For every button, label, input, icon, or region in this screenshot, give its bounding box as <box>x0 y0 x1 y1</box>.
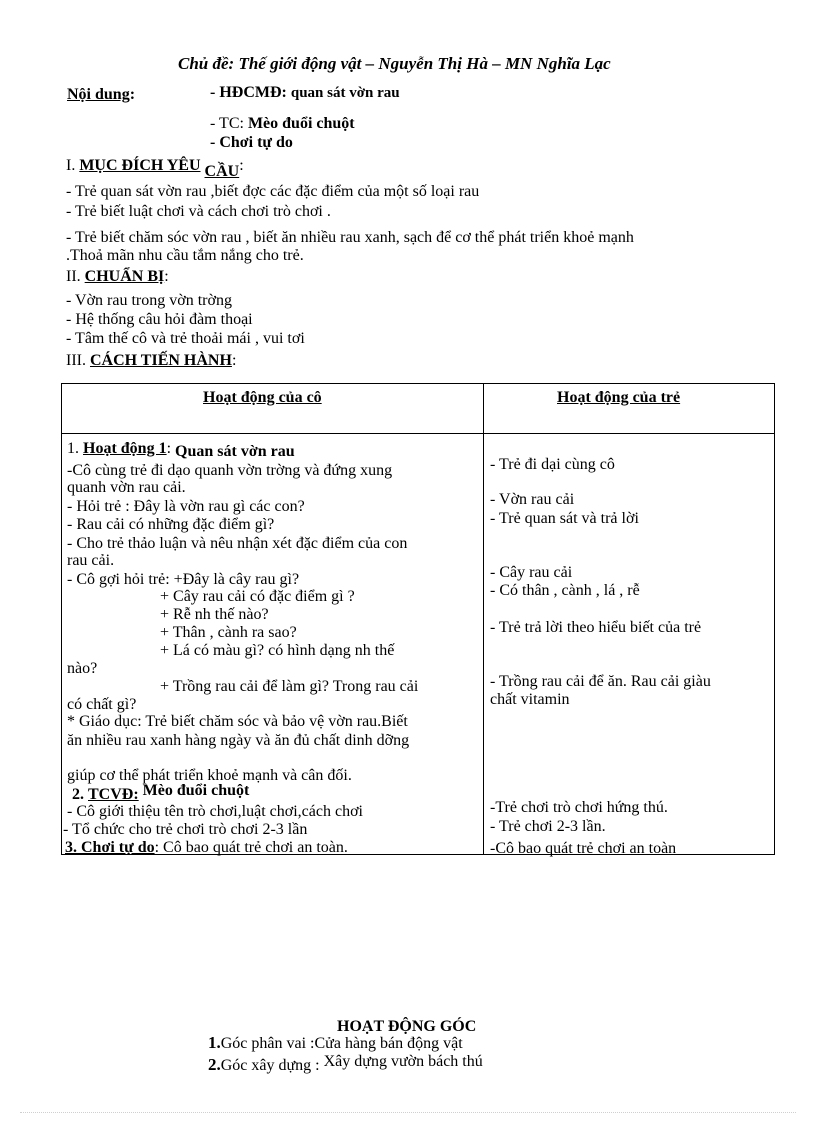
content-item-game-prefix: - TC: <box>210 115 244 132</box>
activity-1-heading <box>67 440 295 458</box>
table-column-divider <box>483 383 484 855</box>
content-item-game <box>210 115 355 133</box>
objective-line: - Trẻ quan sát vờn rau ,biết đợc các đặc điểm của một số loại rau <box>66 183 480 200</box>
content-label-colon: : <box>129 86 136 103</box>
content-item-activity-prefix: - HĐCMĐ: <box>210 84 287 101</box>
activity-3-title: 3. Chơi tự do <box>65 839 155 856</box>
section-preparation-colon: : <box>164 268 169 285</box>
preparation-line: - Tâm thế cô và trẻ thoải mái , vui tơi <box>66 330 305 347</box>
table-header-children: Hoạt động của trẻ <box>557 389 681 406</box>
teacher-line: - Cô gợi hỏi trẻ: +Đây là cây rau gì? <box>67 571 300 588</box>
corner-item-building-number: 2. <box>208 1055 221 1074</box>
section-objectives-title-b: CẦU <box>204 163 240 180</box>
child-line: - Trẻ đi dại cùng cô <box>490 456 615 473</box>
child-line: - Có thân , cành , lá , rễ <box>490 582 640 599</box>
teacher-line: giúp cơ thể phát triển khoẻ mạnh và cân đối. <box>67 767 352 784</box>
child-line: - Trẻ trả lời theo hiểu biết của trẻ <box>490 619 702 636</box>
objective-line: .Thoả mãn nhu cầu tắm nắng cho trẻ. <box>66 247 304 264</box>
teacher-line: có chất gì? <box>67 696 137 713</box>
objective-line: - Trẻ biết chăm sóc vờn rau , biết ăn nhiều rau xanh, sạch để cơ thể phát triển khoẻ mạnh <box>66 229 634 246</box>
activity-1-name: Quan sát vờn rau <box>175 443 295 460</box>
corner-item-roleplay <box>208 1034 463 1053</box>
section-objectives-prefix: I. <box>66 157 76 174</box>
activity-3-text: : Cô bao quát trẻ chơi an toàn. <box>154 839 348 856</box>
corner-item-building-text-a: Xây dựng <box>323 1053 387 1070</box>
section-preparation-title: CHUẨN BỊ <box>84 268 165 285</box>
content-item-freeplay: - Chơi tự do <box>210 134 293 151</box>
page-bottom-rule <box>20 1112 796 1113</box>
corner-item-building <box>208 1053 483 1075</box>
corner-item-building-text-b: vườn bách thú <box>390 1053 483 1070</box>
teacher-line: - Rau cải có những đặc điểm gì? <box>67 516 275 533</box>
preparation-line: - Vờn rau trong vờn trờng <box>66 292 232 309</box>
child-line: - Trẻ quan sát và trả lời <box>490 510 639 527</box>
teacher-line: - Tổ chức cho trẻ chơi trò chơi 2-3 lần <box>63 821 308 838</box>
activity-2-title: TCVĐ: <box>88 786 139 803</box>
teacher-line: + Trồng rau cải để làm gì? Trong rau cải <box>160 678 419 695</box>
corner-item-roleplay-number: 1. <box>208 1033 221 1052</box>
teacher-line: + Cây rau cải có đặc điểm gì ? <box>160 588 355 605</box>
section-objectives-title: MỤC ĐÍCH YÊU <box>79 157 201 174</box>
content-label <box>67 86 135 104</box>
section-procedure-title: CÁCH TIẾN HÀNH <box>89 352 232 369</box>
section-preparation-heading <box>66 268 169 286</box>
objective-line: - Trẻ biết luật chơi và cách chơi trò chơi . <box>66 203 331 220</box>
child-line: chất vitamin <box>490 691 570 708</box>
table-header-teacher: Hoạt động của cô <box>203 389 322 406</box>
teacher-line: rau cải. <box>67 552 115 569</box>
table-header-divider <box>61 433 775 434</box>
content-item-activity-text: quan sát vờn rau <box>290 85 400 101</box>
teacher-line: * Giáo dục: Trẻ biết chăm sóc và bảo vệ vờn rau.Biết <box>67 713 408 730</box>
section-preparation-prefix: II. <box>66 268 81 285</box>
activity-1-colon: : <box>166 440 172 457</box>
corner-item-roleplay-text: Góc phân vai :Cửa hàng bán động vật <box>220 1035 463 1052</box>
preparation-line: - Hệ thống câu hỏi đàm thoại <box>66 311 253 328</box>
child-line: - Trồng rau cải để ăn. Rau cải giàu <box>490 673 711 690</box>
section-objectives-heading <box>66 157 244 180</box>
teacher-line: + Thân , cành ra sao? <box>160 624 297 641</box>
teacher-line: + Rễ nh thế nào? <box>160 606 269 623</box>
section-objectives-colon: : <box>239 157 244 174</box>
section-procedure-heading <box>66 352 236 370</box>
teacher-line: - Hỏi trẻ : Đây là vờn rau gì các con? <box>67 498 305 515</box>
section-procedure-prefix: III. <box>66 352 86 369</box>
teacher-line: nào? <box>67 660 98 677</box>
section-procedure-colon: : <box>231 352 237 369</box>
corner-item-building-label: Góc xây dựng : <box>220 1057 320 1074</box>
corner-activities-title: HOẠT ĐỘNG GÓC <box>337 1018 477 1035</box>
teacher-line: - Cô giới thiệu tên trò chơi,luật chơi,cách chơi <box>67 803 363 820</box>
child-line: - Trẻ chơi 2-3 lần. <box>490 818 606 835</box>
content-label-text: Nội dung <box>67 86 130 103</box>
teacher-line: - Cho trẻ thảo luận và nêu nhận xét đặc điểm của con <box>67 535 408 552</box>
teacher-line: quanh vờn rau cải. <box>67 479 186 496</box>
child-line: -Cô bao quát trẻ chơi an toàn <box>490 840 677 857</box>
content-item-game-text: Mèo đuổi chuột <box>247 115 355 132</box>
child-line: - Cây rau cải <box>490 564 573 581</box>
activity-1-number: 1. <box>67 440 79 457</box>
activity-3-line <box>65 839 348 857</box>
child-line: -Trẻ chơi trò chơi hứng thú. <box>490 799 668 816</box>
activity-2-name: Mèo đuổi chuột <box>142 782 250 799</box>
activity-2-number: 2. <box>72 786 84 803</box>
activity-1-title: Hoạt động 1 <box>83 440 167 457</box>
content-item-activity <box>210 84 400 102</box>
teacher-line: ăn nhiều rau xanh hàng ngày và ăn đủ chất dinh dỡng <box>67 732 410 749</box>
activity-2-heading <box>72 782 250 804</box>
teacher-line: + Lá có màu gì? có hình dạng nh thế <box>160 642 395 659</box>
teacher-line: -Cô cùng trẻ đi dạo quanh vờn trờng và đứng xung <box>67 462 393 479</box>
child-line: - Vờn rau cải <box>490 491 575 508</box>
page-title: Chủ đề: Thế giới động vật – Nguyễn Thị Hà – MN Nghĩa Lạc <box>178 54 611 73</box>
